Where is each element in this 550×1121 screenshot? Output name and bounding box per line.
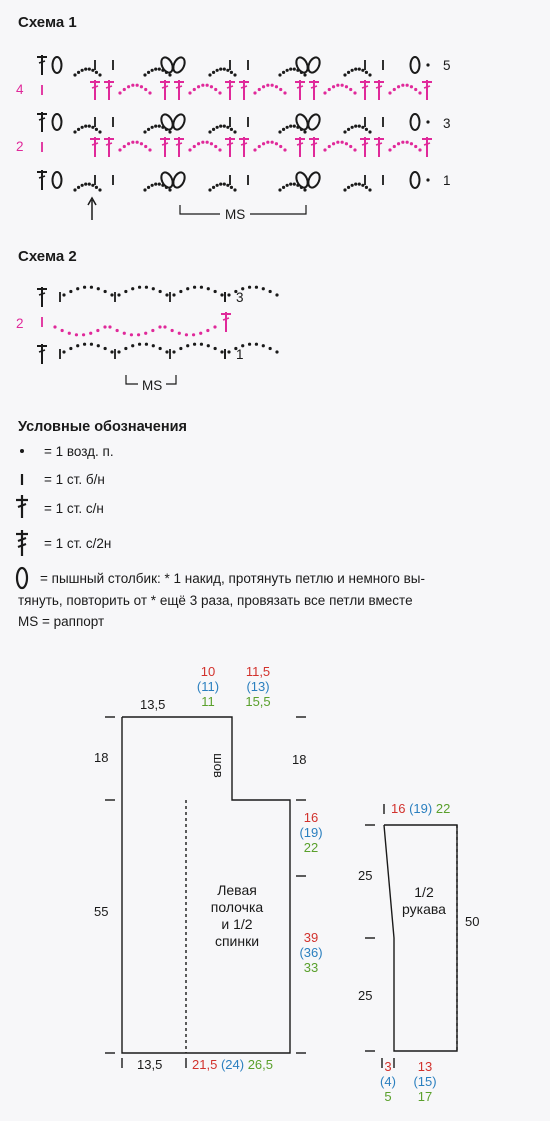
front-left-top-height: 18 [94, 750, 109, 765]
scheme-1-ms-label: MS [225, 207, 246, 222]
front-shoulder-size-1: 11,5 [245, 664, 271, 679]
scheme-1-row-4-label: 4 [16, 82, 24, 97]
front-left-height: 55 [94, 904, 109, 919]
front-armhole-size-3: 22 [303, 840, 319, 855]
sleeve-bottom-a-size-3: 5 [384, 1089, 392, 1104]
legend-puff-line-2: тянуть, повторить от * ещё 3 раза, провязать все петли вместе [18, 593, 413, 608]
front-neck-size-1: 10 [200, 664, 216, 679]
front-side-size-2: (36) [299, 945, 323, 960]
front-neck-size-3: 11 [201, 694, 215, 709]
scheme-2-ms-label: MS [142, 378, 163, 393]
legend-item-chain: = 1 возд. п. [44, 444, 114, 459]
sleeve-bottom-b-size-1: 13 [417, 1059, 433, 1074]
scheme-2-row-3-label: 3 [236, 290, 244, 305]
scheme-2-row-1-label: 1 [236, 347, 244, 362]
sleeve-bottom-b-size-3: 17 [417, 1089, 433, 1104]
front-armhole-size-1: 16 [303, 810, 319, 825]
seam-label: шов [210, 753, 226, 778]
sleeve-height: 50 [465, 914, 480, 929]
legend-ms-line: MS = раппорт [18, 614, 105, 629]
sleeve-label-line-2: рукава [402, 901, 446, 917]
scheme-1-title: Схема 1 [18, 14, 77, 31]
front-label-line-4: спинки [214, 933, 260, 949]
sleeve-left-bottom-height: 25 [358, 988, 373, 1003]
front-bottom-size-1: 21,5 [192, 1057, 218, 1072]
front-neck-size-2: (11) [196, 679, 220, 694]
sleeve-bottom-b-size-2: (15) [413, 1074, 437, 1089]
front-bottom-size-3: 26,5 [247, 1057, 273, 1072]
sleeve-bottom-a-size-2: (4) [380, 1074, 396, 1089]
scheme-1-row-2-label: 2 [16, 139, 24, 154]
sleeve-bottom-a-size-1: 3 [384, 1059, 392, 1074]
sleeve-top-size-2: (19) [409, 801, 433, 816]
scheme-1-row-5-label: 5 [443, 58, 451, 73]
legend-title: Условные обозначения [18, 419, 187, 435]
front-label-line-3: и 1/2 [221, 916, 253, 932]
front-top-width: 13,5 [140, 697, 166, 712]
legend-item-dc: = 1 ст. с/н [44, 501, 104, 516]
front-label-line-1: Левая [217, 882, 257, 898]
legend-item-tr: = 1 ст. с/2н [44, 536, 112, 551]
scheme-1-row-3-label: 3 [443, 116, 451, 131]
sleeve-top-size-1: 16 [391, 801, 406, 816]
front-side-size-3: 33 [303, 960, 319, 975]
front-bottom-left-width: 13,5 [137, 1057, 163, 1072]
sleeve-top-size-3: 22 [435, 801, 451, 816]
front-label-line-2: полочка [210, 899, 264, 915]
legend-puff-line-1: = пышный столбик: * 1 накид, протянуть петлю и немного вы- [40, 571, 425, 586]
front-armhole-size-2: (19) [299, 825, 323, 840]
sleeve-label-line-1: 1/2 [414, 884, 434, 900]
scheme-2-title: Схема 2 [18, 248, 77, 265]
front-side-size-1: 39 [303, 930, 319, 945]
front-right-top-height: 18 [292, 752, 307, 767]
front-bottom-size-2: (24) [220, 1057, 245, 1072]
scheme-1-row-1-label: 1 [443, 173, 451, 188]
sleeve-left-top-height: 25 [358, 868, 373, 883]
front-shoulder-size-3: 15,5 [245, 694, 271, 709]
scheme-2-row-2-label: 2 [16, 316, 24, 331]
front-shoulder-size-2: (13) [246, 679, 270, 694]
legend-item-sc: = 1 ст. б/н [44, 472, 105, 487]
